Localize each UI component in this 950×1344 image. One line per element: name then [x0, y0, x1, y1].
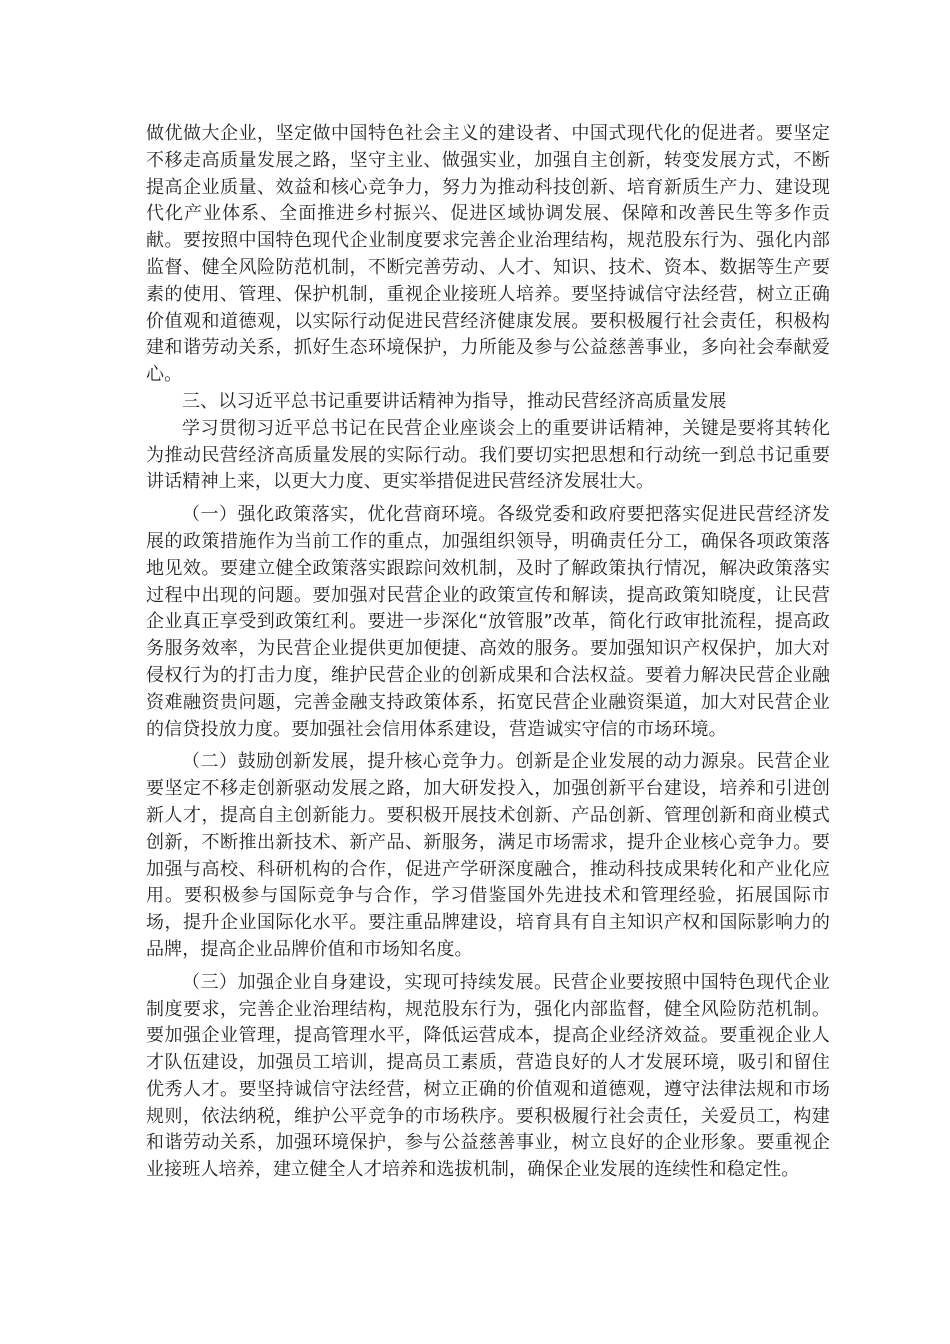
- section-heading-three: 三、以习近平总书记重要讲话精神为指导，推动民营经济高质量发展: [182, 390, 727, 412]
- paragraph-innovation: （二）鼓励创新发展，提升核心竞争力。创新是企业发展的动力源泉。民营企业要坚定不移走创新驱动发展之路，加大研发投入，加强创新平台建设，培养和引进创新人才，提高自主创新能力。要积极开展技术创新、产品创新、管理创新和商业模式创新，不断推出新技术、新产品、新服务，满足市场需求，提升企业核心竞争力。要加强与高校、科研机构的合作，促进产学研深度融合，推动科技成果转化和产业化应用。要积极参与国际竞争与合作，学习借鉴国外先进技术和管理经验，拓展国际市场，提升企业国际化水平。要注重品牌建设，培育具有自主知识产权和国际影响力的品牌，提高企业品牌价值和市场知名度。: [146, 751, 830, 960]
- paragraph-intro: 学习贯彻习近平总书记在民营企业座谈会上的重要讲话精神，关键是要将其转化为推动民营经济高质量发展的实际行动。我们要切实把思想和行动统一到总书记重要讲话精神上来，以更大力度、更实举措促进民营经济发展壮大。: [146, 417, 830, 493]
- paragraph-policy: （一）强化政策落实，优化营商环境。各级党委和政府要把落实促进民营经济发展的政策措施作为当前工作的重点，加强组织领导，明确责任分工，确保各项政策落地见效。要建立健全政策落实跟踪问效机制，及时了解政策执行情况，解决政策落实过程中出现的问题。要加强对民营企业的政策宣传和解读，提高政策知晓度，让民营企业真正享受到政策红利。要进一步深化“放管服”改革，简化行政审批流程，提高政务服务效率，为民营企业提供更加便捷、高效的服务。要加强知识产权保护，加大对侵权行为的打击力度，维护民营企业的创新成果和合法权益。要着力解决民营企业融资难融资贵问题，完善金融支持政策体系，拓宽民营企业融资渠道，加大对民营企业的信贷投放力度。要加强社会信用体系建设，营造诚实守信的市场环境。: [146, 504, 830, 740]
- document-body: [146, 121, 830, 1184]
- paragraph-self-building: （三）加强企业自身建设，实现可持续发展。民营企业要按照中国特色现代企业制度要求，完善企业治理结构，规范股东行为，强化内部监督，健全风险防范机制。要加强企业管理，提高管理水平，降低运营成本，提高企业经济效益。要重视企业人才队伍建设，加强员工培训，提高员工素质，营造良好的人才发展环境，吸引和留住优秀人才。要坚持诚信守法经营，树立正确的价值观和道德观，遵守法律法规和市场规则，依法纳税，维护公平竞争的市场秩序。要积极履行社会责任，关爱员工，构建和谐劳动关系，加强环境保护，参与公益慈善事业，树立良好的企业形象。要重视企业接班人培养，建立健全人才培养和选拔机制，确保企业发展的连续性和稳定性。: [146, 971, 830, 1181]
- paragraph-continuation: 做优做大企业，坚定做中国特色社会主义的建设者、中国式现代化的促进者。要坚定不移走高质量发展之路，坚守主业、做强实业，加强自主创新，转变发展方式，不断提高企业质量、效益和核心竞争力，努力为推动科技创新、培育新质生产力、建设现代化产业体系、全面推进乡村振兴、促进区域协调发展、保障和改善民生等多作贡献。要按照中国特色现代企业制度要求完善企业治理结构，规范股东行为、强化内部监督、健全风险防范机制，不断完善劳动、人才、知识、技术、资本、数据等生产要素的使用、管理、保护机制，重视企业接班人培养。要坚持诚信守法经营，树立正确价值观和道德观，以实际行动促进民营经济健康发展。要积极履行社会责任，积极构建和谐劳动关系，抓好生态环境保护，力所能及参与公益慈善事业，多向社会奉献爱心。: [146, 123, 830, 386]
